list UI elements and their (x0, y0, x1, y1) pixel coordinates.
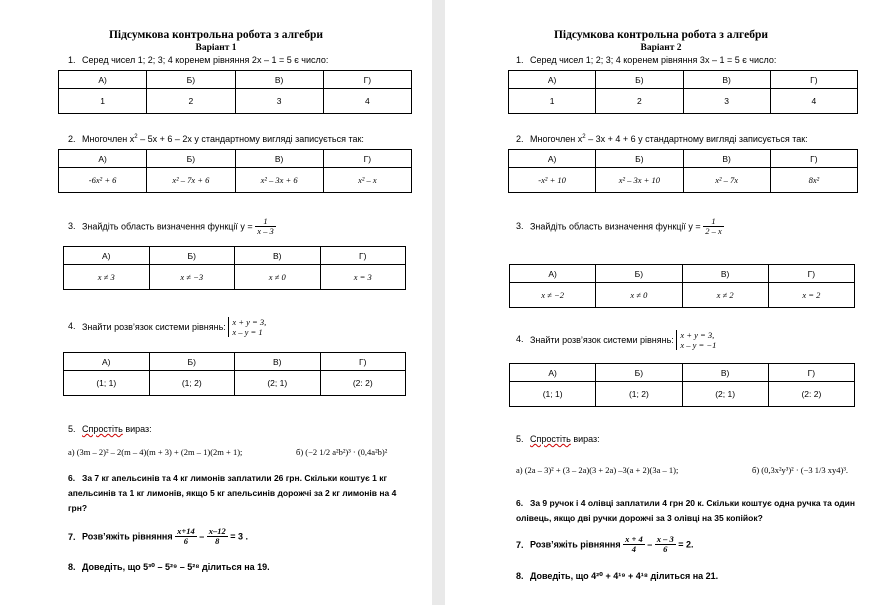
table-cell: x ≠ 0 (235, 265, 321, 290)
table-cell: x ≠ 3 (64, 265, 150, 290)
table-cell: 3 (683, 89, 770, 114)
answer-table-2 (508, 149, 858, 193)
table-cell: (2: 2) (320, 371, 406, 396)
table-row (64, 247, 406, 265)
table-cell: Г) (323, 71, 411, 89)
variant-label: Варіант 1 (195, 43, 237, 53)
question-2: 2. Многочлен $x^2 - 3x + 4 + 6$ у стандартному вигляді записується так: (516, 134, 808, 144)
table-cell: Б) (596, 150, 683, 168)
table-cell: x = 2 (768, 283, 854, 308)
table-cell: А) (510, 265, 596, 283)
page-title: Підсумкова контрольна робота з алгебри (108, 29, 324, 41)
table-cell: В) (682, 364, 768, 382)
table-cell: А) (59, 71, 147, 89)
table-cell: x² – 7x + 6 (147, 168, 235, 193)
table-cell: А) (64, 353, 150, 371)
question-5: 5. Спростіть вираз: (516, 434, 600, 444)
table-cell: x² – 7x (683, 168, 770, 193)
table-row (59, 168, 412, 193)
table-cell: А) (510, 364, 596, 382)
answer-table-3 (63, 246, 406, 290)
table-cell: А) (59, 150, 147, 168)
answer-table-1 (58, 70, 412, 114)
table-cell: x² – 3x + 10 (596, 168, 683, 193)
question-1: 1. Серед чисел 1; 2; 3; 4 коренем рівняння 3x – 1 = 5 є число: (516, 55, 777, 65)
question-3: 3. Знайдіть область визначення функції y = $\frac{1}{2 - x}$ (516, 216, 722, 236)
table-cell: -x² + 10 (509, 168, 596, 193)
table-row (64, 371, 406, 396)
table-cell: (2; 1) (235, 371, 321, 396)
table-cell: 8x² (770, 168, 857, 193)
function-fraction: $\frac{1}{2 - x}$ (705, 216, 722, 236)
table-row (64, 353, 406, 371)
question-8: 8. Доведіть, що 5³⁰ – 5²⁹ – 5²⁸ ділиться на 19. (68, 562, 270, 572)
table-row (510, 265, 855, 283)
table-cell: x ≠ 2 (682, 283, 768, 308)
table-cell: 2 (147, 89, 235, 114)
question-3: 3. Знайдіть область визначення функції y = $\frac{1}{x - 3}$ (68, 216, 274, 236)
table-cell: x² – x (323, 168, 411, 193)
table-cell: В) (235, 71, 323, 89)
equation-system: x + y = 3, x – y = 1 (228, 317, 266, 337)
table-cell: (1; 1) (64, 371, 150, 396)
question-6: 6. За 7 кг апельсинів та 4 кг лимонів заплатили 26 грн. Скільки коштує 1 кг апельсинів та 1 кг лимонів, якщо 5 кг апельсинів дорожчі за 2 кг лимонів на 4 грн? (68, 473, 397, 513)
table-cell: 4 (770, 89, 857, 114)
table-row (509, 89, 858, 114)
table-row (509, 150, 858, 168)
question-8: 8. Доведіть, що 4²⁰ + 4¹⁹ + 4¹⁸ ділиться на 21. (516, 571, 719, 581)
question-7: 7. Розв’яжіть рівняння $\frac{x+14}{6}$ – $\frac{x-12}{8}$ = 3 . (68, 526, 249, 546)
table-row (509, 71, 858, 89)
table-row (509, 168, 858, 193)
table-cell: Б) (596, 265, 682, 283)
question-2: 2. Многочлен $x^2 - 5x + 6 - 2x$ у стандартному вигляді записується так: (68, 134, 364, 144)
page-variant-2 (445, 0, 877, 605)
table-cell: x ≠ −3 (149, 265, 235, 290)
question-4: 4. Знайти розв’язок системи рівнянь: x + y = 3, x – y = −1 (516, 330, 717, 350)
table-cell: x² – 3x + 6 (235, 168, 323, 193)
function-fraction: $\frac{1}{x - 3}$ (257, 216, 274, 236)
page-title: Підсумкова контрольна робота з алгебри (553, 29, 769, 41)
table-cell: x = 3 (320, 265, 406, 290)
table-cell: -6x² + 6 (59, 168, 147, 193)
equation-system: x + y = 3, x – y = −1 (676, 330, 716, 350)
table-cell: Г) (770, 71, 857, 89)
table-cell: Б) (596, 364, 682, 382)
table-cell: 4 (323, 89, 411, 114)
table-row (64, 265, 406, 290)
table-cell: А) (64, 247, 150, 265)
table-row (510, 283, 855, 308)
expression-5b: б) (−2 1/2 a²b²)³ · (0,4a²b)² (296, 447, 388, 457)
table-cell: Б) (149, 247, 235, 265)
table-cell: (1; 2) (596, 382, 682, 407)
table-cell: 1 (509, 89, 596, 114)
table-cell: 3 (235, 89, 323, 114)
answer-table-4 (63, 352, 406, 396)
table-cell: 2 (596, 89, 683, 114)
table-cell: (1; 1) (510, 382, 596, 407)
table-cell: А) (509, 150, 596, 168)
table-cell: 1 (59, 89, 147, 114)
answer-table-3 (509, 264, 855, 308)
question-7: 7. Розв’яжіть рівняння $\frac{x + 4}{4}$ – $\frac{x - 3}{6}$ = 2. (516, 534, 694, 554)
table-cell: x ≠ −2 (510, 283, 596, 308)
table-cell: Г) (323, 150, 411, 168)
expression-5a: а) (3m – 2)² – 2(m – 4)(m + 3) + (2m – 1)(2m + 1); (68, 447, 243, 457)
expression-5a: а) (2a – 3)² + (3 – 2a)(3 + 2a) –3(a + 2)(3a – 1); (516, 465, 679, 475)
question-6: 6. За 9 ручок і 4 олівці заплатили 4 грн 20 к. Скільки коштує одна ручка та один олівець, якщо дві ручки дорожчі за 3 олівці на 35 копійок? (516, 498, 856, 523)
expression-5b: б) (0,3x²y³)² · (−3 1/3 xy4)³. (752, 465, 849, 475)
table-cell: Г) (768, 265, 854, 283)
table-cell: В) (235, 247, 321, 265)
question-1: 1. Серед чисел 1; 2; 3; 4 коренем рівняння 2x – 1 = 5 є число: (68, 55, 329, 65)
table-cell: Б) (147, 71, 235, 89)
table-cell: В) (682, 265, 768, 283)
table-cell: Г) (320, 247, 406, 265)
table-row (510, 364, 855, 382)
table-row (59, 71, 412, 89)
table-cell: Б) (149, 353, 235, 371)
table-cell: Г) (320, 353, 406, 371)
table-cell: В) (235, 353, 321, 371)
table-row (510, 382, 855, 407)
table-cell: В) (683, 71, 770, 89)
answer-table-1 (508, 70, 858, 114)
page-variant-1 (0, 0, 432, 605)
question-5: 5. Спростіть вираз: (68, 424, 152, 434)
table-cell: x ≠ 0 (596, 283, 682, 308)
table-cell: В) (235, 150, 323, 168)
table-cell: (1; 2) (149, 371, 235, 396)
table-row (59, 150, 412, 168)
table-cell: В) (683, 150, 770, 168)
table-cell: Г) (768, 364, 854, 382)
question-4: 4. Знайти розв’язок системи рівнянь: x + y = 3, x – y = 1 (68, 317, 267, 337)
table-cell: (2: 2) (768, 382, 854, 407)
table-cell: А) (509, 71, 596, 89)
table-cell: (2; 1) (682, 382, 768, 407)
table-row (59, 89, 412, 114)
table-cell: Б) (596, 71, 683, 89)
table-cell: Б) (147, 150, 235, 168)
table-cell: Г) (770, 150, 857, 168)
variant-label: Варіант 2 (640, 43, 682, 53)
answer-table-2 (58, 149, 412, 193)
answer-table-4 (509, 363, 855, 407)
